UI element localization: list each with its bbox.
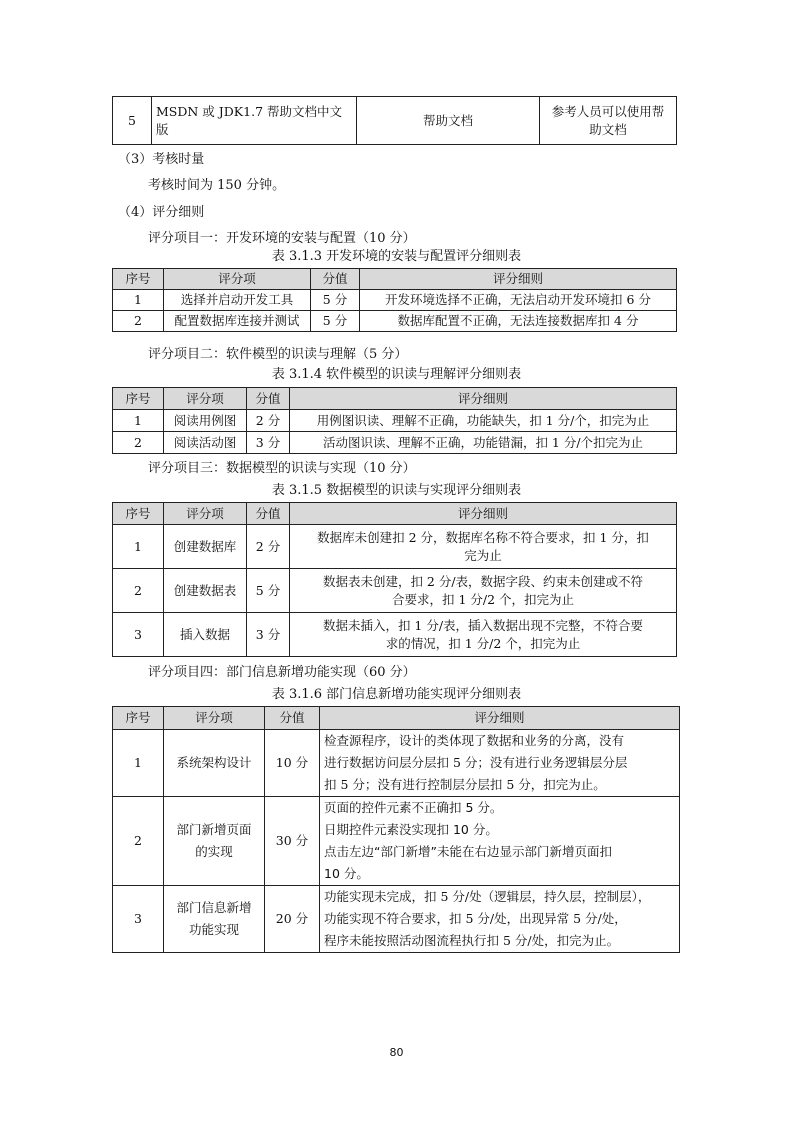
cell: 2 分 bbox=[247, 410, 290, 432]
table-row bbox=[113, 569, 677, 613]
table-row bbox=[113, 797, 680, 886]
cell: 5 分 bbox=[311, 311, 360, 332]
cell: 2 bbox=[113, 311, 164, 332]
top-table bbox=[112, 96, 677, 145]
item2-header-score: 分值 bbox=[247, 388, 290, 410]
cell: 阅读用例图 bbox=[164, 410, 247, 432]
item2-label: 评分项目二：软件模型的识读与理解（5 分） bbox=[148, 347, 408, 362]
cell: 数据库配置不正确，无法连接数据库扣 4 分 bbox=[360, 311, 677, 332]
hours-text: 考核时间为 150 分钟。 bbox=[148, 178, 286, 193]
item4-label: 评分项目四：部门信息新增功能实现（60 分） bbox=[148, 665, 416, 680]
cell: 1 bbox=[113, 290, 164, 311]
item3-label: 评分项目三：数据模型的识读与实现（10 分） bbox=[148, 461, 416, 476]
item2-header-item: 评分项 bbox=[164, 388, 247, 410]
top-table-cell-type: 帮助文档 bbox=[357, 97, 540, 145]
page-number: 80 bbox=[389, 1046, 404, 1059]
table-row bbox=[113, 410, 677, 432]
item1-table bbox=[112, 268, 677, 332]
item4-header-detail: 评分细则 bbox=[320, 707, 680, 730]
cell: 3 bbox=[113, 613, 164, 657]
cell: 创建数据库 bbox=[164, 525, 247, 569]
cell: 创建数据表 bbox=[164, 569, 247, 613]
cell: 配置数据库连接并测试 bbox=[164, 311, 311, 332]
cell: 10 分 bbox=[265, 730, 320, 797]
cell: 数据库未创建扣 2 分，数据库名称不符合要求，扣 1 分，扣 完为止 bbox=[290, 525, 677, 569]
cell: 检查源程序，设计的类体现了数据和业务的分离，没有 进行数据访问层分层扣 5 分；没有进行业务逻辑层分层 扣 5 分；没有进行控制层分层扣 5 分，扣完为止。 bbox=[320, 730, 680, 797]
item4-header-no: 序号 bbox=[113, 707, 164, 730]
cell: 部门新增页面 的实现 bbox=[164, 797, 265, 886]
cell: 页面的控件元素不正确扣 5 分。 日期控件元素没实现扣 10 分。 点击左边“部门新增”未能在右边显示部门新增页面扣 10 分。 bbox=[320, 797, 680, 886]
cell: 选择并启动开发工具 bbox=[164, 290, 311, 311]
cell: 3 分 bbox=[247, 432, 290, 454]
cell: 20 分 bbox=[265, 886, 320, 953]
item4-table bbox=[112, 706, 680, 953]
cell: 插入数据 bbox=[164, 613, 247, 657]
item3-header-detail: 评分细则 bbox=[290, 503, 677, 525]
item1-header-no: 序号 bbox=[113, 269, 164, 290]
item2-header-no: 序号 bbox=[113, 388, 164, 410]
cell: 30 分 bbox=[265, 797, 320, 886]
cell: 2 分 bbox=[247, 525, 290, 569]
table-row bbox=[113, 613, 677, 657]
item3-caption: 表 3.1.5 数据模型的识读与实现评分细则表 bbox=[271, 483, 522, 498]
item4-header-score: 分值 bbox=[265, 707, 320, 730]
item1-header-item: 评分项 bbox=[164, 269, 311, 290]
table-row bbox=[113, 432, 677, 454]
table-row bbox=[113, 730, 680, 797]
table-row bbox=[113, 290, 677, 311]
cell: 1 bbox=[113, 410, 164, 432]
item1-label: 评分项目一：开发环境的安装与配置（10 分） bbox=[148, 231, 416, 246]
top-table-cell-note: 参考人员可以使用帮 助文档 bbox=[540, 97, 677, 145]
cell: 1 bbox=[113, 730, 164, 797]
cell: 3 bbox=[113, 886, 164, 953]
cell: 数据未插入，扣 1 分/表，插入数据出现不完整，不符合要 求的情况，扣 1 分/2 个，扣完为止 bbox=[290, 613, 677, 657]
cell: 用例图识读、理解不正确，功能缺失，扣 1 分/个，扣完为止 bbox=[290, 410, 677, 432]
cell: 部门信息新增 功能实现 bbox=[164, 886, 265, 953]
cell: 2 bbox=[113, 797, 164, 886]
table-row bbox=[113, 886, 680, 953]
item2-table bbox=[112, 387, 677, 454]
item3-header-item: 评分项 bbox=[164, 503, 247, 525]
item1-header-detail: 评分细则 bbox=[360, 269, 677, 290]
cell: 2 bbox=[113, 432, 164, 454]
item4-caption: 表 3.1.6 部门信息新增功能实现评分细则表 bbox=[271, 687, 522, 702]
item1-caption: 表 3.1.3 开发环境的安装与配置评分细则表 bbox=[271, 249, 522, 264]
table-row bbox=[113, 311, 677, 332]
cell: 数据表未创建，扣 2 分/表，数据字段、约束未创建或不符 合要求，扣 1 分/2 个，扣完为止 bbox=[290, 569, 677, 613]
item3-header-no: 序号 bbox=[113, 503, 164, 525]
cell: 系统架构设计 bbox=[164, 730, 265, 797]
top-table-cell-name: MSDN 或 JDK1.7 帮助文档中文版 bbox=[152, 97, 357, 145]
item1-header-score: 分值 bbox=[311, 269, 360, 290]
cell: 5 分 bbox=[311, 290, 360, 311]
item4-header-item: 评分项 bbox=[164, 707, 265, 730]
cell: 2 bbox=[113, 569, 164, 613]
cell: 开发环境选择不正确，无法启动开发环境扣 6 分 bbox=[360, 290, 677, 311]
cell: 1 bbox=[113, 525, 164, 569]
cell: 功能实现未完成，扣 5 分/处（逻辑层，持久层，控制层）， 功能实现不符合要求，扣 5 分/处，出现异常 5 分/处， 程序未能按照活动图流程执行扣 5 分/处，扣完为止。 bbox=[320, 886, 680, 953]
item3-table bbox=[112, 502, 677, 657]
cell: 3 分 bbox=[247, 613, 290, 657]
hours-heading: （3）考核时量 bbox=[118, 152, 205, 167]
table-row bbox=[113, 525, 677, 569]
top-table-cell-no: 5 bbox=[113, 97, 152, 145]
item3-header-score: 分值 bbox=[247, 503, 290, 525]
cell: 5 分 bbox=[247, 569, 290, 613]
cell: 阅读活动图 bbox=[164, 432, 247, 454]
criteria-heading: （4）评分细则 bbox=[118, 205, 205, 220]
item2-header-detail: 评分细则 bbox=[290, 388, 677, 410]
item2-caption: 表 3.1.4 软件模型的识读与理解评分细则表 bbox=[271, 367, 522, 382]
cell: 活动图识读、理解不正确，功能错漏，扣 1 分/个扣完为止 bbox=[290, 432, 677, 454]
